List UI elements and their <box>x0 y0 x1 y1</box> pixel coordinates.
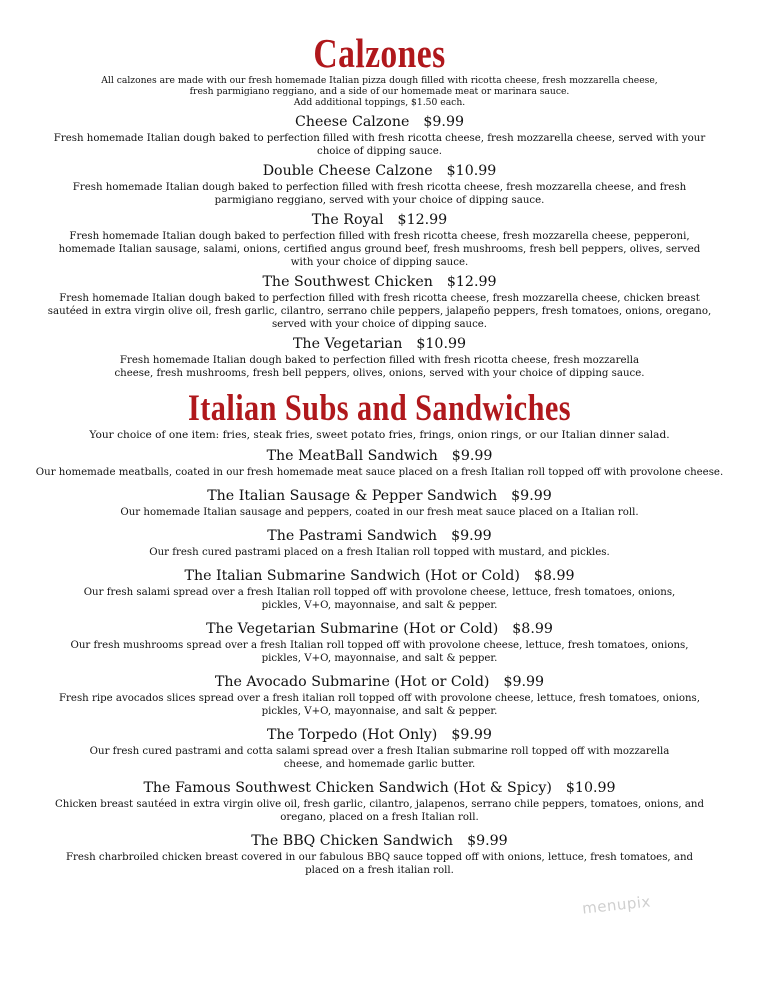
menu-item-vegetarian-calzone <box>0 336 759 380</box>
item-description: Fresh homemade Italian dough baked to perfection filled with fresh ricotta cheese, fresh mozzarella cheese, and fresh parmigiano reggiano, served with your choice of dipping sauce. <box>72 182 687 206</box>
item-description: Our fresh mushrooms spread over a fresh Italian roll topped off with provolone cheese, lettuce, fresh tomatoes, onions, pickles, V+O, mayonnaise, and salt & pepper. <box>70 640 689 664</box>
menu-item-torpedo <box>0 727 759 771</box>
menu-item-pastrami-sandwich <box>0 528 759 559</box>
menu-item-double-cheese-calzone <box>0 163 759 207</box>
menu-item-meatball-sandwich <box>0 448 759 479</box>
calzones-intro-text: All calzones are made with our fresh homemade Italian pizza dough filled with ricotta cheese, fresh mozzarella cheese, fresh parmigiano reggiano, and a side of our homemade meat or marinara sauce. <box>101 75 658 97</box>
menu-item-vegetarian-submarine <box>0 621 759 665</box>
item-description: Our fresh salami spread over a fresh Italian roll topped off with provolone cheese, lettuce, fresh tomatoes, onions, pickles, V+O, mayonnaise, and salt & pepper. <box>83 587 676 611</box>
item-name: Cheese Calzone <box>295 114 410 130</box>
item-price: $10.99 <box>565 780 616 796</box>
item-price: $9.99 <box>423 114 464 130</box>
item-name: Double Cheese Calzone <box>262 163 433 179</box>
item-name: The MeatBall Sandwich <box>266 448 438 464</box>
item-name: The Pastrami Sandwich <box>267 528 438 544</box>
watermark-logo: menupix <box>581 892 652 918</box>
item-price: $12.99 <box>446 274 497 290</box>
calzones-intro-addon: Add additional toppings, $1.50 each. <box>293 97 466 108</box>
item-name: The Vegetarian <box>292 336 403 352</box>
item-price: $12.99 <box>397 212 448 228</box>
item-price: $9.99 <box>451 528 492 544</box>
item-name: The Italian Submarine Sandwich (Hot or Cold) <box>184 568 520 584</box>
item-name: The Torpedo (Hot Only) <box>267 727 438 743</box>
menu-item-cheese-calzone <box>0 114 759 158</box>
menu-item-bbq-chicken-sandwich <box>0 833 759 877</box>
menu-item-southwest-chicken <box>0 274 759 331</box>
item-name: The Vegetarian Submarine (Hot or Cold) <box>206 621 499 637</box>
item-description: Fresh charbroiled chicken breast covered in our fabulous BBQ sauce topped off with onions, lettuce, fresh tomatoes, and placed on a fresh italian roll. <box>65 852 694 876</box>
item-price: $8.99 <box>533 568 575 584</box>
item-description: Chicken breast sautéed in extra virgin olive oil, fresh garlic, cilantro, jalapenos, serrano chile peppers, tomatoes, onions, and oregano, placed on a fresh Italian roll. <box>54 799 704 823</box>
item-price: $8.99 <box>512 621 553 637</box>
item-price: $10.99 <box>446 163 497 179</box>
item-description: Our homemade Italian sausage and peppers, coated in our fresh meat sauce placed on a Italian roll. <box>120 507 639 518</box>
item-description: Our homemade meatballs, coated in our fresh homemade meat sauce placed on a fresh Italian roll topped off with provolone cheese. <box>35 467 724 478</box>
menu-item-the-royal <box>0 212 759 269</box>
menu-item-southwest-chicken-sandwich <box>0 780 759 824</box>
item-price: $9.99 <box>503 674 545 690</box>
item-description: Fresh homemade Italian dough baked to perfection filled with fresh ricotta cheese, fresh mozzarella cheese, served with your choice of dipping sauce. <box>53 133 706 157</box>
item-name: The BBQ Chicken Sandwich <box>251 833 454 849</box>
menu-item-italian-submarine <box>0 568 759 612</box>
item-price: $9.99 <box>451 727 492 743</box>
item-description: Fresh homemade Italian dough baked to perfection filled with fresh ricotta cheese, fresh mozzarella cheese, pepperoni, homemade Italian sausage, salami, onions, certified angus ground beef, fresh mushrooms, fresh bell peppers, olives, served with your choice of dipping sauce. <box>58 231 701 268</box>
item-description: Our fresh cured pastrami and cotta salami spread over a fresh Italian submarine roll topped off with mozzarella cheese, and homemade garlic butter. <box>89 746 670 770</box>
item-name: The Italian Sausage & Pepper Sandwich <box>207 488 498 504</box>
item-name: The Southwest Chicken <box>262 274 433 290</box>
item-price: $10.99 <box>416 336 467 352</box>
subs-title: Italian Subs and Sandwiches <box>188 388 571 429</box>
item-name: The Royal <box>311 212 384 228</box>
item-description: Fresh homemade Italian dough baked to perfection filled with fresh ricotta cheese, fresh mozzarella cheese, chicken breast sautéed in extra virgin olive oil, fresh garlic, cilantro, serrano chile peppers, jalapeño peppers, fresh tomatoes, onions, oregano, served with your choice of dipping sauce. <box>47 293 712 330</box>
item-price: $9.99 <box>467 833 508 849</box>
item-price: $9.99 <box>451 448 493 464</box>
subs-intro: Your choice of one item: fries, steak fries, sweet potato fries, frings, onion rings, or our Italian dinner salad. <box>89 429 670 441</box>
item-price: $9.99 <box>511 488 552 504</box>
item-name: The Avocado Submarine (Hot or Cold) <box>214 674 490 690</box>
item-description: Fresh homemade Italian dough baked to perfection filled with fresh ricotta cheese, fresh mozzarella cheese, fresh mushrooms, fresh bell peppers, olives, onions, served with your choice of dipping sauce. <box>114 355 645 379</box>
menu-item-sausage-pepper-sandwich <box>0 488 759 519</box>
item-name: The Famous Southwest Chicken Sandwich (Hot & Spicy) <box>143 780 552 796</box>
item-description: Fresh ripe avocados slices spread over a fresh italian roll topped off with provolone cheese, lettuce, fresh tomatoes, onions, pickles, V+O, mayonnaise, and salt & pepper. <box>58 693 701 717</box>
calzones-title: Calzones <box>313 30 446 76</box>
calzones-intro <box>95 75 664 108</box>
menu-item-avocado-submarine <box>0 674 759 718</box>
item-description: Our fresh cured pastrami placed on a fresh Italian roll topped with mustard, and pickles. <box>149 547 610 558</box>
